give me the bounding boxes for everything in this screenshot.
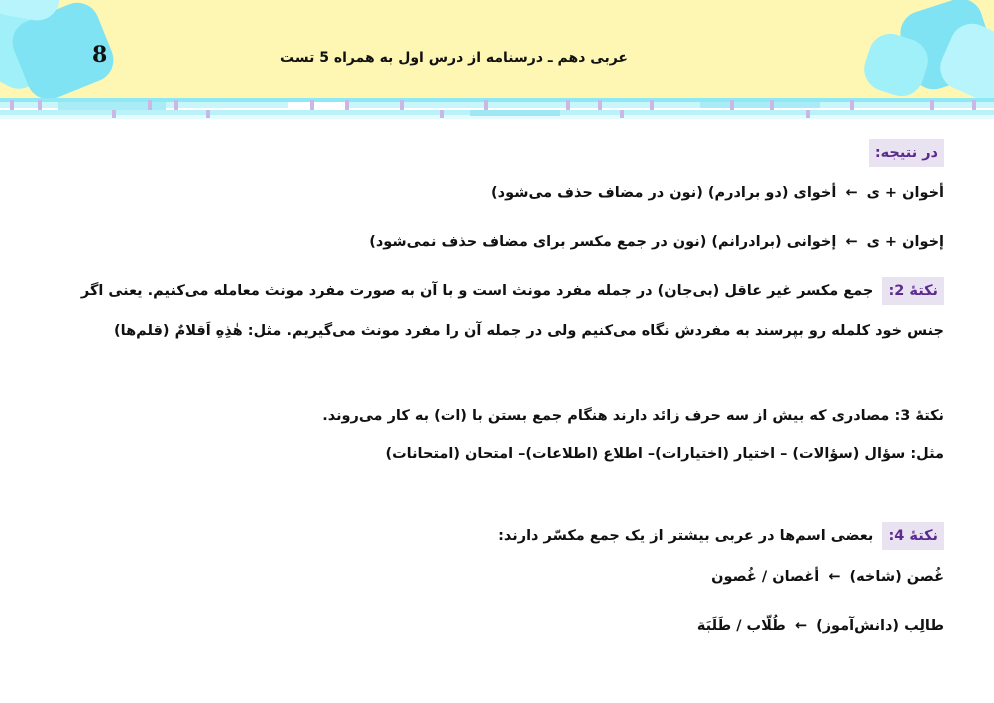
- example-line-2-rhs: إخوانی (برادرانم) (نون در جمع مکسر برای مضاف حذف نمی‌شود): [369, 234, 837, 250]
- result-heading-row: [865, 139, 944, 167]
- example-line-2: [369, 231, 944, 253]
- note-2-text-line-2: جنس خود کلمله رو بپرسند به مفردش نگاه می‌کنیم ولی در جمله آن را مفرد مونث می‌گیریم. مثل: هٰذِهِ اَقلامٌ (قلم‌ها): [114, 323, 944, 339]
- note-4-example-2-lhs: طالِب (دانش‌آموز): [816, 618, 944, 634]
- arrow-left-icon: ←: [845, 234, 858, 250]
- example-line-1-rhs: أخوای (دو برادرم) (نون در مضاف حذف می‌شود): [491, 185, 837, 201]
- note-4-example-1-rhs: أغصان / غُصون: [711, 569, 820, 585]
- page-number: 8: [92, 42, 108, 68]
- note-4-example-1: [711, 566, 944, 588]
- arrow-left-icon: ←: [845, 185, 858, 201]
- note-4-example-2: [697, 615, 944, 637]
- note-2-label: نکتهٔ 2:: [882, 277, 944, 305]
- note-4-example-2-rhs: طُلّاب / طَلَبَة: [696, 618, 786, 634]
- note-4-text: بعضی اسم‌ها در عربی بیشتر از یک جمع مکسّر دارند:: [498, 528, 874, 544]
- note-3-line: [322, 405, 944, 427]
- example-line-2-lhs: إخوان + ی: [866, 234, 944, 250]
- note-2-line-1: [81, 277, 944, 305]
- example-line-1: [491, 182, 944, 204]
- note-2-text-line-1: جمع مکسر غیر عاقل (بی‌جان) در جمله مفرد مونث است و با آن به صورت مفرد مونث معامله می‌کنیم. یعنی اگر: [80, 283, 874, 299]
- header-title: عربی دهم ـ درسنامه از درس اول به همراه 5 تست: [280, 50, 628, 66]
- note-4-line: [498, 522, 944, 550]
- note-3-example-text: مثل: سؤال (سؤالات) – اختیار (اختیارات)– اطلاع (اطلاعات)– امتحان (امتحانات): [385, 446, 944, 462]
- note-2-line-2: [114, 320, 944, 342]
- note-3-example: [385, 443, 944, 465]
- result-heading: در نتیجه:: [869, 139, 944, 167]
- note-4-example-1-lhs: غُصن (شاخه): [849, 569, 944, 585]
- note-3-text: مصادری که بیش از سه حرف زائد دارند هنگام جمع بستن با (ات) به کار می‌روند.: [322, 408, 890, 424]
- arrow-left-icon: ←: [828, 569, 841, 585]
- arrow-left-icon: ←: [794, 618, 807, 634]
- example-line-1-lhs: أخوان + ی: [866, 185, 944, 201]
- note-3-label: نکتهٔ 3:: [894, 408, 944, 424]
- note-4-label: نکتهٔ 4:: [882, 522, 944, 550]
